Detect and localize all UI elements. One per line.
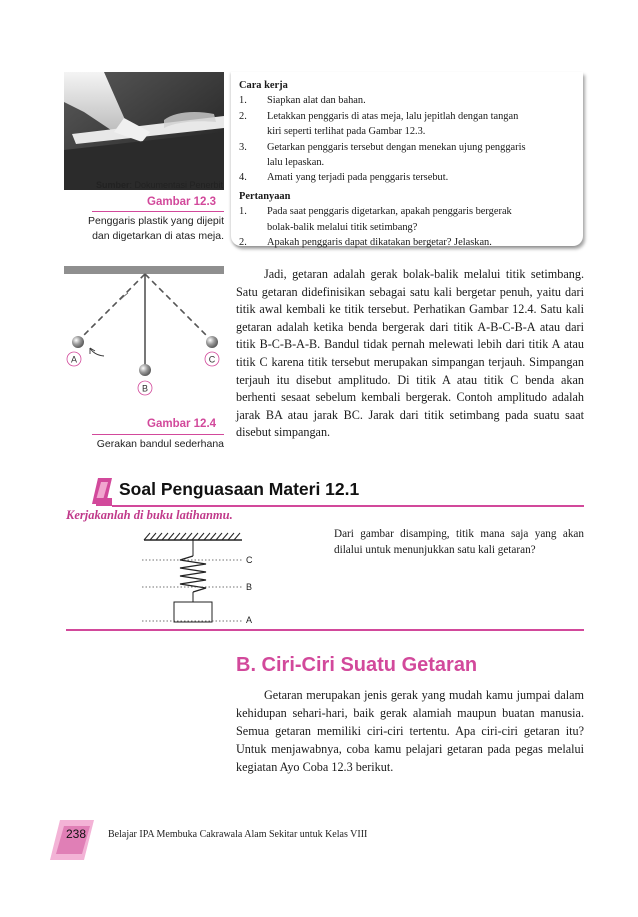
figure-12-3-title: Gambar 12.3	[147, 196, 217, 208]
soal-bottom-rule	[66, 629, 584, 631]
soal-instruction: Kerjakanlah di buku latihanmu.	[66, 508, 233, 522]
pendulum-diagram	[64, 262, 224, 402]
question-item: 2. Apakah penggaris dapat dikatakan bergetar? Jelaskan.	[239, 237, 492, 249]
footer-book-title: Belajar IPA Membuka Cakrawala Alam Sekitar untuk Kelas VIII	[108, 829, 368, 840]
figure-12-3-rule	[92, 211, 224, 212]
spring-label-a: A	[246, 615, 253, 624]
pendulum-ball-a	[72, 336, 84, 348]
pendulum-ball-b	[139, 364, 151, 376]
pendulum-ceiling	[64, 266, 224, 274]
figure-12-4-title: Gambar 12.4	[147, 418, 217, 430]
figure-12-4-rule	[92, 434, 224, 435]
page-number: 238	[66, 827, 87, 841]
spring-label-b: B	[246, 582, 253, 592]
procedure-box	[231, 72, 583, 249]
label-a: A	[70, 354, 78, 365]
procedure-step: 3. Getarkan penggaris tersebut dengan menekan ujung penggaris	[239, 141, 526, 153]
photo-source: Sumber: Dokumentasi Penerbit	[96, 180, 224, 190]
procedure-step-cont: lalu lepaskan.	[267, 157, 325, 169]
soal-accent-bar	[96, 498, 112, 506]
spring-label-c: C	[246, 555, 253, 565]
section-b-paragraph: Getaran merupakan jenis gerak yang mudah kamu jumpai dalam kehidupan sehari-hari, baik gerak alamiah maupun buatan manusia. Semua getaran memiliki ciri-ciri tertentu. Apa ciri-ciri getaran itu? Untuk menjawabnya, coba kamu pelajari getaran pada pegas melalui kegiatan Ayo Coba 12.3 berikut.	[236, 688, 584, 774]
label-c: C	[208, 354, 216, 365]
question-item-cont: bolak-balik melalui titik setimbang?	[267, 221, 418, 233]
section-b-title: B. Ciri-Ciri Suatu Getaran	[236, 654, 478, 676]
paragraph-vibration: Jadi, getaran adalah gerak bolak-balik melalui titik setimbang. Satu getaran didefinisikan sebagai satu kali bergetar penuh, yaitu dari titik awal kembali ke titik tersebut. Perhatikan Gambar 12.4. Satu kali getaran adalah ketika benda bergerak dari titik A-B-C-B-A atau dari titik B-C-B-A-B. Bandul tidak pernah melewati lebih dari titik A atau titik C karena titik tersebut merupakan simpangan terjauh. Simpangan terjauh itu disebut amplitudo. Di titik A atau titik C benda akan berhenti sesaat sebelum kembali bergerak. Contoh amplitudo adalah jarak BA atau jarak BC. Jarak dari titik setimbang pada suatu saat disebut simpangan.	[236, 267, 584, 440]
question-heading: Pertanyaan	[239, 190, 291, 202]
ruler-photo	[64, 72, 224, 190]
procedure-step: 1. Siapkan alat dan bahan.	[239, 95, 366, 107]
procedure-heading: Cara kerja	[239, 80, 288, 91]
soal-question: Dari gambar disamping, titik mana saja yang akan dilalui untuk menunjukkan satu kali getaran?	[334, 528, 584, 556]
spring-diagram	[138, 532, 262, 624]
soal-title: Soal Penguasaan Materi 12.1	[119, 479, 360, 499]
label-b: B	[141, 383, 149, 394]
procedure-step: 2. Letakkan penggaris di atas meja, lalu jepitlah dengan tangan	[239, 110, 519, 122]
figure-12-4-caption: Gerakan bandul sederhana	[96, 438, 224, 450]
procedure-step-cont: kiri seperti terlihat pada Gambar 12.3.	[267, 126, 426, 138]
pendulum-ball-c	[206, 336, 218, 348]
soal-underline	[112, 505, 584, 507]
question-item: 1. Pada saat penggaris digetarkan, apakah penggaris bergerak	[239, 206, 512, 218]
procedure-step: 4. Amati yang terjadi pada penggaris tersebut.	[239, 172, 449, 184]
figure-12-3-caption: Penggaris plastik yang dijepit dan digetarkan di atas meja.	[88, 215, 224, 242]
